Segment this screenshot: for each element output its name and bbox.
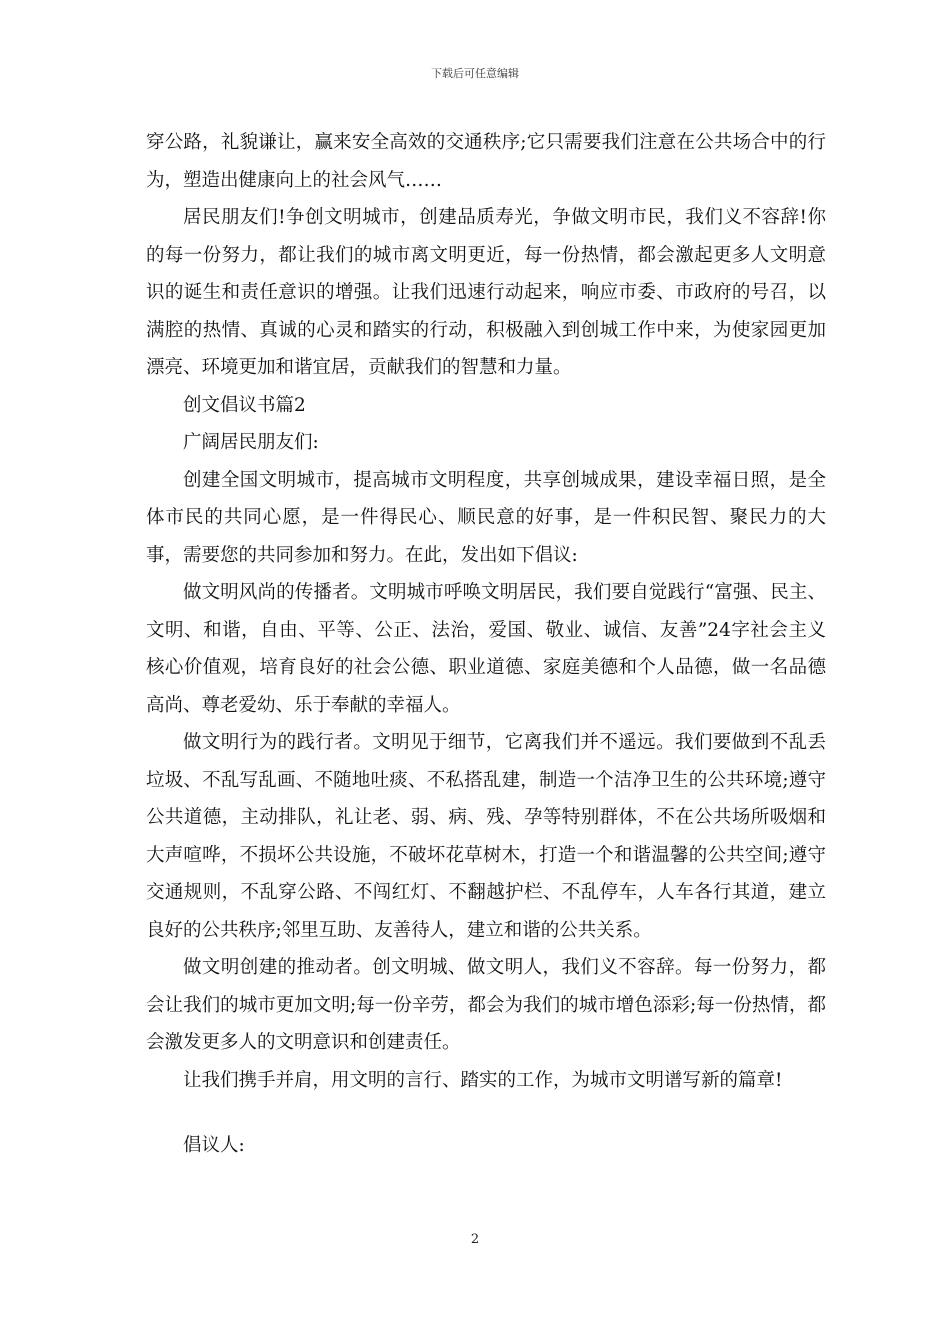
page-number: 2 [470, 1232, 480, 1247]
paragraph-point-3: 做文明创建的推动者。创文明城、做文明人，我们义不容辞。每一份努力，都会让我们的城市更加文明;每一份辛劳，都会为我们的城市增色添彩;每一份热情，都会激发更多人的文明意识和创建责任。 [146, 957, 826, 1053]
document-body [146, 124, 826, 1165]
paragraph-point-2: 做文明行为的践行者。文明见于细节，它离我们并不遥远。我们要做到不乱丢垃圾、不乱写乱画、不随地吐痰、不私搭乱建，制造一个洁净卫生的公共环境;遵守公共道德，主动排队，礼让老、弱、病、残、孕等特别群体，不在公共场所吸烟和大声喧哗，不损坏公共设施，不破坏花草树木，打造一个和谐温馨的公共空间;遵守交通规则，不乱穿公路、不闯红灯、不翻越护栏、不乱停车，人车各行其道，建立良好的公共秩序;邻里互助、友善待人，建立和谐的公共关系。 [146, 732, 826, 941]
salutation: 广阔居民朋友们: [183, 432, 319, 453]
paragraph-intro: 创建全国文明城市，提高城市文明程度，共享创城成果，建设幸福日照，是全体市民的共同心愿，是一件得民心、顺民意的好事，是一件积民智、聚民力的大事，需要您的共同参加和努力。在此，发出如下倡议: [146, 469, 826, 566]
paragraph-point-1: 做文明风尚的传播者。文明城市呼唤文明居民，我们要自觉践行“富强、民主、文明、和谐，自由、平等、公正、法治，爱国、敬业、诚信、友善”24字社会主义核心价值观，培育良好的社会公德、职业道德、家庭美德和个人品德，做一名品德高尚、尊老爱幼、乐于奉献的幸福人。 [146, 582, 826, 716]
paragraph-continuation: 穿公路，礼貌谦让，赢来安全高效的交通秩序;它只需要我们注意在公共场合中的行为，塑造出健康向上的社会风气…… [146, 132, 826, 191]
page-header-note: 下载后可任意编辑 [431, 67, 519, 80]
paragraph-closing: 让我们携手并肩，用文明的言行、踏实的工作，为城市文明谱写新的篇章! [183, 1069, 783, 1091]
section-title: 创文倡议书篇2 [183, 394, 306, 416]
paragraph-appeal: 居民朋友们!争创文明城市，创建品质寿光，争做文明市民，我们义不容辞!你的每一份努力，都让我们的城市离文明更近，每一份热情，都会激起更多人文明意识的诞生和责任意识的增强。让我们迅速行动起来，响应市委、市政府的号召，以满腔的热情、真诚的心灵和踏实的行动，积极融入到创城工作中来，为使家园更加漂亮、环境更加和谐宜居，贡献我们的智慧和力量。 [146, 207, 826, 378]
signature-line: 倡议人: [183, 1135, 245, 1156]
spacer [146, 1099, 826, 1127]
